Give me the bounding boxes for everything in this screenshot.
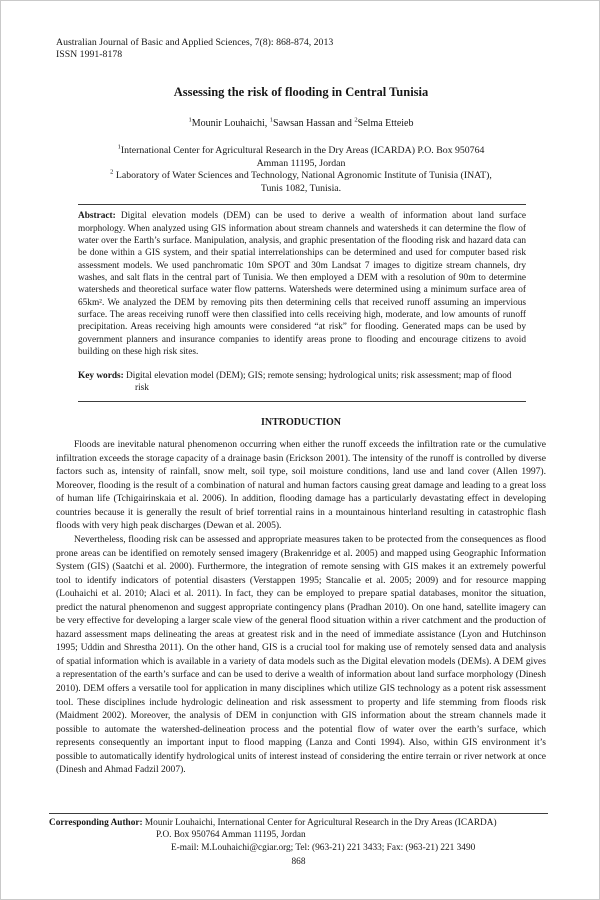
journal-line: Australian Journal of Basic and Applied Sciences, 7(8): 868-874, 2013 xyxy=(56,37,334,48)
keywords-text: Digital elevation model (DEM); GIS; remote sensing; hydrological units; risk assessment; map of flood risk xyxy=(123,370,512,393)
affiliation-2-line-2: Tunis 1082, Tunisia. xyxy=(260,182,342,194)
corresponding-author-line-1: Corresponding Author: Mounir Louhaichi, International Center for Agricultural Research in the Dry Areas (ICARDA) xyxy=(49,818,497,828)
author-name: Mounir Louhaichi, xyxy=(191,118,270,129)
keywords xyxy=(78,370,526,402)
affiliations xyxy=(56,145,546,195)
abstract-paragraph xyxy=(78,210,526,358)
footer xyxy=(49,813,548,868)
affiliation-2-line-1: $^2$ Laboratory of Water Sciences and Technology, National Agronomic Institute of Tunisia (INAT), xyxy=(110,168,492,182)
abstract-block xyxy=(78,204,526,402)
authors-line xyxy=(56,117,546,130)
author-affil-marker: 1 xyxy=(188,116,192,124)
introduction-paragraph-1: Floods are inevitable natural phenomenon occurring when either the runoff exceeds the infiltration rate or the cumulative infiltration exceeds the storage capacity of a drainage basin (Erickson 2001). The intensity of the runoff is controlled by diverse factors such as, intensity of rainfall, snow melt, soil type, soil moisture conditions, land use and land cover (Allen 1997). Moreover, flooding is the result of a combination of natural and human factors causing great damage and leading to a great loss of human life (Tchigairinskaia et al. 2006). In addition, flooding damage has a particularly devastating effect in developing countries because it is generally the result of brief torrential rains in a mountainous hinterland resulting in catastrophic flash floods with very high peak discharges (Dewan et al. 2005). xyxy=(56,439,546,532)
corresponding-author-line-2: P.O. Box 950764 Amman 11195, Jordan xyxy=(156,830,306,841)
issn-line: ISSN 1991-8178 xyxy=(56,49,123,60)
author-affil-marker: 2 xyxy=(354,116,358,124)
author-name: Sawsan Hassan and xyxy=(273,118,355,129)
abstract-label: Abstract: xyxy=(78,211,116,222)
abstract-text: Digital elevation models (DEM) can be used to derive a wealth of information about land surface morphology. When analyzed using GIS information about stream channels and watersheds it can determine the flow of water over the Earth’s surface. Manipulation, analysis, and graphic presentation of the flooding risk and hazard data can be done within a GIS system, and their spatial interrelationships can be determined and used for computer based risk assessment models. We used panchromatic 10m SPOT and 30m Landsat 7 images to digitize stream channels, dry washes, and salt flats in the central part of Tunisia. We then employed a DEM with a resolution of 90m to determine watersheds and theoretical surface water flow patterns. Watersheds were determined using a minimum surface area of 65km². We analyzed the DEM by removing pits then determining cells that received runoff assuming an impervious surface. The areas receiving runoff were then classified into cells receiving high, moderate, and low amounts of runoff precipitation. Areas receiving high amounts were considered “at risk” for flooding. Generated maps can be used by government planners and insurance companies to identify areas prone to flooding and encourage citizens to avoid building on these high risk sites. xyxy=(78,211,526,358)
corresponding-author-line-3: E-mail: M.Louhaichi@cgiar.org; Tel: (963-21) 221 3433; Fax: (963-21) 221 3490 xyxy=(171,842,476,853)
corresponding-author-label: Corresponding Author: xyxy=(49,818,143,828)
paper-title: Assessing the risk of flooding in Central Tunisia xyxy=(173,85,429,99)
affiliation-1-line-2: Amman 11195, Jordan xyxy=(256,157,346,169)
page-number: 868 xyxy=(291,856,306,867)
page-content xyxy=(56,37,546,777)
affil-marker: 1 xyxy=(117,143,121,151)
author-affil-marker: 1 xyxy=(269,116,274,124)
affiliation-1-line-1: $^1$International Center for Agricultural Research in the Dry Areas (ICARDA) P.O. Box 950764 xyxy=(117,143,485,156)
keywords-label: Key words: xyxy=(78,370,124,381)
author-name: Selma Etteieb xyxy=(357,118,414,129)
introduction-paragraph-2: Nevertheless, flooding risk can be assessed and appropriate measures taken to be protected from the consequences as flood prone areas can be identified on remotely sensed imagery (Brakenridge et al. 2005) and mapped using Geographic Information System (GIS) (Saatchi et al. 2000). Furthermore, the integration of remote sensing with GIS makes it an extremely powerful tool to identify indicators of potential disasters (Verstappen 1995; Stancalie et al. 2005; 2009) and for resource mapping (Louhaichi et al. 2010; Alaci et al. 2011). In fact, they can be employed to prepare spatial databases, monitor the situation, predict the natural phenomenon and suggest appropriate contingency plans (Pradhan 2010). On one hand, satellite imagery can be very effective for developing a larger scale view of the general flood situation within a river catchment and the production of hazard assessment maps delineating the areas at greatest risk and in the need of immediate assistance (Lyon and Hutchinson 1995; Uddin and Shrestha 2011). On the other hand, GIS is a crucial tool for making use of remotely sensed data and analysis of spatial information which is available in a variety of data models such as the Digital elevation models (DEMs). A DEM gives a representation of the earth’s surface and can be used to derive a wealth of information about land surface morphology (Dinesh 2010). DEM offers a versatile tool for application in many disciplines which utilize GIS technology as a potent risk assessment tool. These disciplines include hydrologic delineation and risk assessment to property and life stemming from floods risk (Maidment 2002). Moreover, the analysis of DEM in conjunction with GIS information about the stream channels made it possible to automate the watershed-delineation process and the potential flow of water over the earth’s surface, which represents consequently an important input to flood mapping (Lanza and Conti 1994). Also, within GIS environment it’s possible to automatically identify hydrological units of interest instead of considering the entire terrain or river network at once (Dinesh and Ahmad Fadzil 2007). xyxy=(56,534,546,776)
section-heading-introduction: INTRODUCTION xyxy=(260,417,341,429)
affil-marker: 2 xyxy=(110,168,114,176)
